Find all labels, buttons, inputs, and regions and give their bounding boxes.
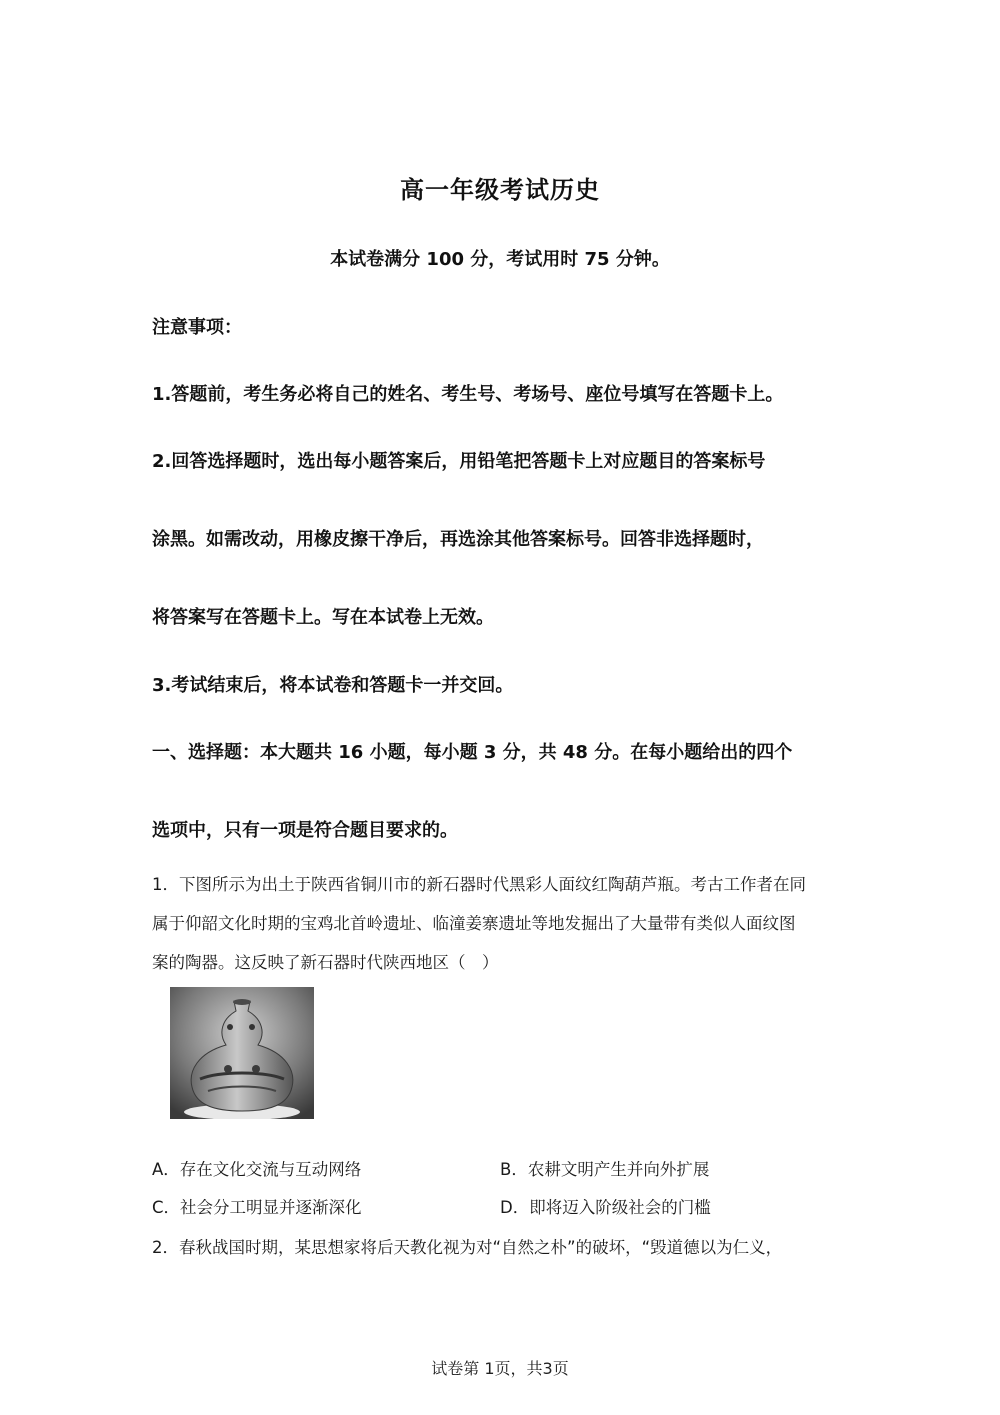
option-d: D．即将迈入阶级社会的门槛 — [500, 1198, 711, 1217]
exam-info: 本试卷满分 100 分，考试用时 75 分钟。 — [330, 249, 670, 270]
notice-item: 将答案写在答题卡上。写在本试卷上无效。 — [152, 607, 494, 628]
option-a: A．存在文化交流与互动网络 — [152, 1160, 362, 1179]
section-heading: 一、选择题：本大题共 16 小题，每小题 3 分，共 48 分。在每小题给出的四个 — [152, 742, 793, 763]
page-footer: 试卷第 1页，共3页 — [431, 1359, 569, 1378]
question-2-text: 2．春秋战国时期，某思想家将后天教化视为对“自然之朴”的破坏，“毁道德以为仁义， — [152, 1238, 783, 1257]
notice-item: 1.答题前，考生务必将自己的姓名、考生号、考场号、座位号填写在答题卡上。 — [152, 384, 784, 405]
section-heading: 选项中，只有一项是符合题目要求的。 — [152, 820, 458, 841]
option-b: B．农耕文明产生并向外扩展 — [500, 1160, 710, 1179]
notice-item: 2.回答选择题时，选出每小题答案后，用铅笔把答题卡上对应题目的答案标号 — [152, 451, 766, 472]
question-1-text: 案的陶器。这反映了新石器时代陕西地区（ ） — [152, 953, 499, 972]
page-title: 高一年级考试历史 — [400, 176, 600, 204]
question-1-text: 1．下图所示为出土于陕西省铜川市的新石器时代黑彩人面纹红陶葫芦瓶。考古工作者在同 — [152, 875, 806, 894]
question-1-text: 属于仰韶文化时期的宝鸡北首岭遗址、临潼姜寨遗址等地发掘出了大量带有类似人面纹图 — [152, 914, 796, 933]
pottery-gourd-vase-image — [170, 987, 314, 1119]
notice-heading: 注意事项： — [152, 317, 242, 338]
option-c: C．社会分工明显并逐渐深化 — [152, 1198, 362, 1217]
notice-item: 涂黑。如需改动，用橡皮擦干净后，再选涂其他答案标号。回答非选择题时， — [152, 529, 764, 550]
notice-item: 3.考试结束后，将本试卷和答题卡一并交回。 — [152, 675, 514, 696]
